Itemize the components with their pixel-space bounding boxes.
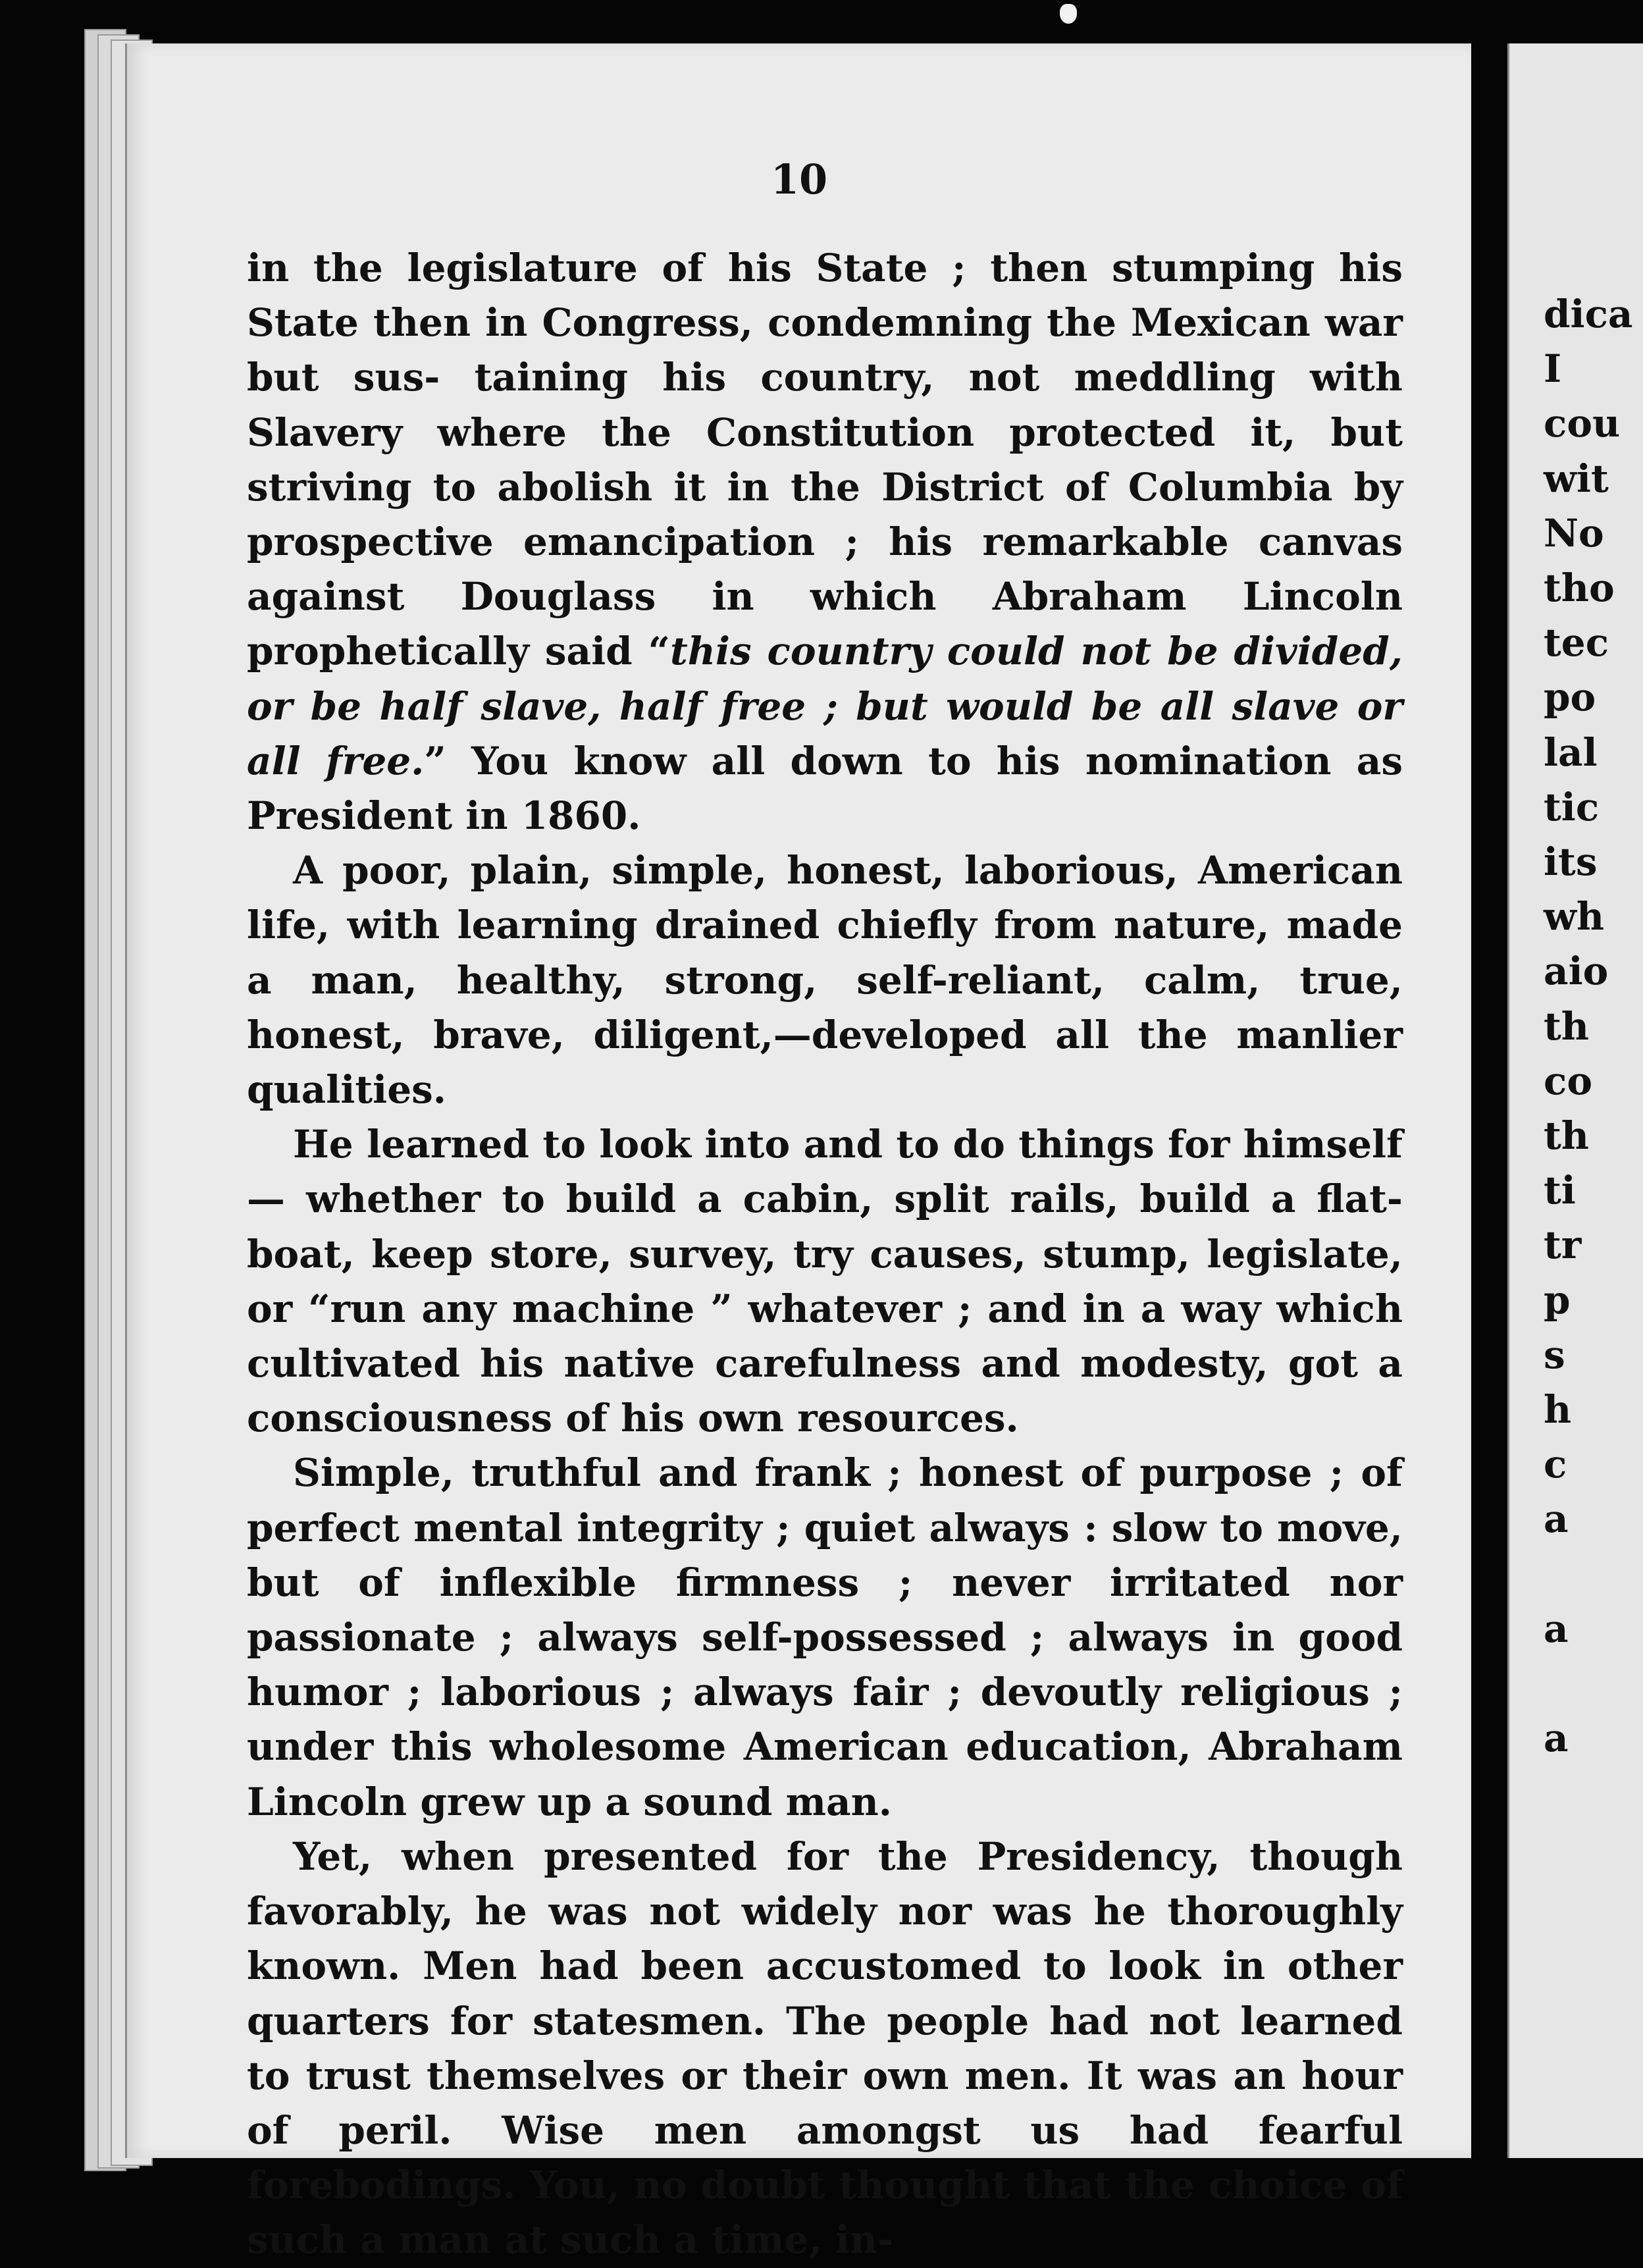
facing-fragment: wit (1544, 456, 1609, 501)
facing-fragment: p (1544, 1277, 1571, 1323)
facing-page (1507, 43, 1643, 2158)
facing-fragment: I (1544, 346, 1562, 392)
body-text (247, 241, 1403, 2268)
quote-close: ” (424, 738, 446, 783)
paragraph-learning: He learned to look into and to do things for himself— whether to build a cabin, split rails, build a flat-boat, keep store, survey, try causes, stump, legislate, or “run any machine ” whatever ; and in a way which cultivated his native carefulness and modesty, got a consciousness of his own resources. (247, 1122, 1403, 1441)
lincoln-quote-part-2: or be half slave, half free ; but would be all slave or all free. (247, 683, 1403, 783)
facing-fragment: a (1544, 1496, 1569, 1542)
facing-fragment: th (1544, 1113, 1589, 1159)
intro-line: Constitution protected it, but striving to abolish it in the (247, 409, 1403, 510)
facing-fragment: wh (1544, 894, 1605, 939)
paragraph-character: Simple, truthful and frank ; honest of purpose ; of perfect mental integrity ; quiet always : slow to move, but of inflexible firmness ; never irritated nor passionate ; always self-possessed ; always in good humor ; laborious ; always fair ; devoutly religious ; under this wholesome American education, Abraham Lincoln grew up a sound man. (247, 1450, 1403, 1824)
facing-fragment: tr (1544, 1223, 1582, 1268)
facing-fragment: th (1544, 1003, 1589, 1049)
page-number: 10 (770, 155, 828, 203)
paragraph-presidency: Yet, when presented for the Presidency, though favorably, he was not widely nor was he thoroughly known. Men had been accustomed to look in other quarters for statesmen. The people had not learned to trust themselves or their own men. It was an hour of peril. Wise men amongst us had fearful forebodings. You, no doubt thought that the choice of such a man at such a time, in- (247, 1833, 1403, 2263)
facing-fragment: dica (1544, 292, 1633, 336)
facing-fragment: h (1544, 1387, 1572, 1433)
intro-paragraph (247, 241, 1403, 843)
facing-fragment: a (1544, 1606, 1569, 1651)
facing-fragment: aio (1544, 949, 1609, 994)
facing-fragment: ti (1544, 1168, 1576, 1213)
facing-fragment: c (1544, 1442, 1567, 1487)
intro-line: remarkable canvas against Douglass in which Abraham (247, 519, 1403, 620)
facing-fragment (1544, 1656, 1632, 1711)
facing-fragment: lal (1544, 729, 1598, 775)
facing-fragment: tec (1544, 620, 1609, 666)
quote-lead: Lincoln prophetically said “ (247, 574, 1403, 674)
scan-mark (1060, 4, 1077, 24)
facing-fragment: co (1544, 1058, 1593, 1103)
facing-fragment: its (1544, 839, 1598, 885)
intro-line: District of Columbia by prospective emancipation ; his (247, 464, 1403, 565)
facing-fragment: po (1544, 675, 1596, 720)
facing-fragment: tho (1544, 566, 1615, 611)
facing-fragment: cou (1544, 401, 1621, 446)
facing-fragment: a (1544, 1716, 1569, 1761)
intro-line: then in Congress, condemning the Mexican war but sus- (247, 300, 1403, 400)
book-page (125, 43, 1471, 2263)
facing-fragment (1544, 1547, 1632, 1602)
paragraph-life: A poor, plain, simple, honest, laborious, American life, with learning drained chiefly from nature, made a man, healthy, strong, self-reliant, calm, true, honest, brave, diligent,—developed all the manlier qualities. (247, 848, 1403, 1113)
facing-fragment: No (1544, 510, 1604, 556)
intro-line: taining his country, not meddling with Slavery where the (247, 355, 1403, 455)
facing-fragment: tic (1544, 784, 1600, 830)
intro-line: in the legislature of his State ; then stumping his State (247, 246, 1403, 346)
facing-fragment: s (1544, 1332, 1565, 1377)
lincoln-quote-part-1: this country could not be divided, (669, 629, 1403, 674)
intro-end: You know all down to his nomination as President in 1860. (247, 738, 1403, 839)
facing-page-fragments (1544, 287, 1632, 1766)
